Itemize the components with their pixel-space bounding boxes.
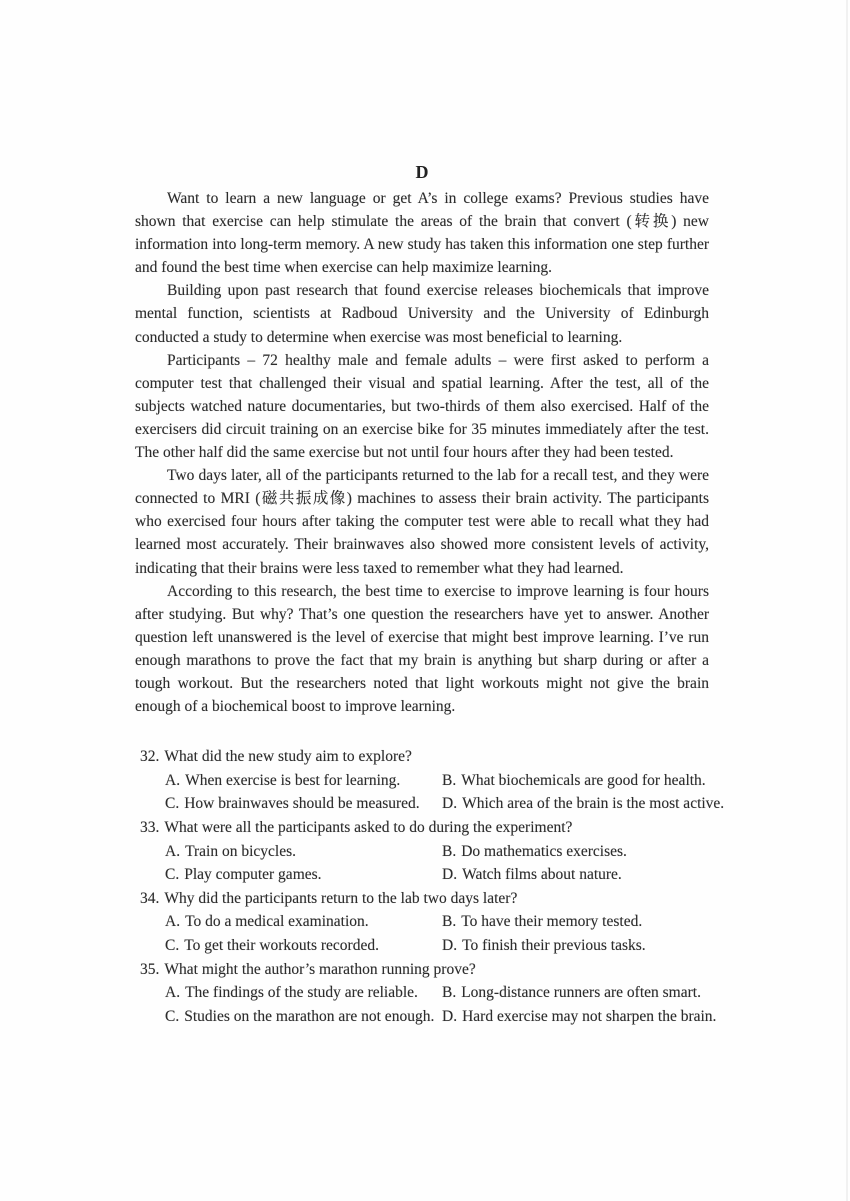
passage-paragraph: Want to learn a new language or get A’s in college exams? Previous studies have shown that exercise can help stimulate the areas of the brain that convert (转换) new information into long-term memory. A new study has taken this information one step further and found the best time when exercise can help maximize learning. (135, 190, 709, 277)
option-row (165, 1005, 717, 1029)
question-text: What might the author’s marathon running prove? (164, 960, 476, 978)
passage-paragraph: Participants – 72 healthy male and female adults – were first asked to perform a computer test that challenged their visual and spatial learning. After the test, all of the subjects watched nature documentaries, but two-thirds of them also exercised. Half of the exercisers did circuit training on an exercise bike for 35 minutes immediately after the test. The other half did the same exercise but not until four hours after they had been tested. (135, 351, 709, 462)
question-35 (140, 958, 717, 1029)
option-text: To have their memory tested. (461, 913, 643, 931)
option-c (165, 934, 442, 958)
option-label: A. (165, 771, 181, 789)
option-text: Long-distance runners are often smart. (461, 984, 701, 1002)
option-label: C. (165, 1007, 180, 1025)
option-label: B. (442, 842, 457, 860)
option-text: To get their workouts recorded. (184, 936, 379, 954)
option-text: Studies on the marathon are not enough. (184, 1007, 435, 1025)
question-stem (140, 958, 709, 982)
option-label: C. (165, 795, 180, 813)
questions-section (140, 745, 725, 1028)
option-text: Train on bicycles. (185, 842, 297, 860)
scan-edge-shadow (846, 0, 848, 1201)
option-text: The findings of the study are reliable. (185, 984, 418, 1002)
option-c (165, 792, 442, 816)
option-text: Hard exercise may not sharpen the brain. (462, 1007, 717, 1025)
section-heading: D (415, 162, 429, 182)
question-number: 35. (140, 960, 160, 978)
option-a (165, 910, 442, 934)
question-text: What did the new study aim to explore? (164, 748, 412, 766)
option-label: D. (442, 795, 458, 813)
option-b (442, 910, 709, 934)
passage-paragraph: Building upon past research that found exercise releases biochemicals that improve mental function, scientists at Radboud University and the University of Edinburgh conducted a study to determine when exercise was most beneficial to learning. (135, 282, 709, 346)
option-row (165, 981, 709, 1005)
option-d (442, 863, 709, 887)
option-label: C. (165, 936, 180, 954)
option-row (165, 792, 725, 816)
option-label: D. (442, 866, 458, 884)
option-text: What biochemicals are good for health. (461, 771, 706, 789)
option-label: A. (165, 842, 181, 860)
option-text: To do a medical examination. (185, 913, 369, 931)
option-row (165, 769, 709, 793)
question-text: Why did the participants return to the lab two days later? (164, 889, 518, 907)
option-row (165, 840, 709, 864)
option-c (165, 1005, 442, 1029)
option-b (442, 840, 709, 864)
option-d (442, 1005, 716, 1029)
option-text: When exercise is best for learning. (185, 771, 401, 789)
option-label: B. (442, 771, 457, 789)
question-number: 33. (140, 818, 160, 836)
option-row (165, 863, 709, 887)
option-row (165, 934, 709, 958)
option-text: To finish their previous tasks. (462, 936, 646, 954)
option-text: How brainwaves should be measured. (184, 795, 420, 813)
passage-paragraph: Two days later, all of the participants returned to the lab for a recall test, and they were connected to MRI (磁共振成像) machines to assess their brain activity. The participants who exercised four hours after taking the computer test were able to recall what they had learned most accurately. Their brainwaves also showed more consistent levels of activity, indicating that their brains were less taxed to remember what they had learned. (135, 467, 709, 577)
option-a (165, 840, 442, 864)
option-label: D. (442, 1007, 458, 1025)
option-text: Play computer games. (184, 866, 322, 884)
option-d (442, 934, 709, 958)
option-label: A. (165, 984, 181, 1002)
question-stem (140, 745, 709, 769)
option-label: A. (165, 913, 181, 931)
option-text: Which area of the brain is the most active. (462, 795, 725, 813)
page-content (135, 160, 725, 1028)
question-stem (140, 816, 709, 840)
question-34 (140, 887, 709, 958)
question-33 (140, 816, 709, 887)
option-text: Watch films about nature. (462, 866, 622, 884)
reading-passage (135, 187, 709, 718)
option-a (165, 981, 442, 1005)
option-label: B. (442, 984, 457, 1002)
option-a (165, 769, 442, 793)
option-b (442, 769, 709, 793)
option-d (442, 792, 724, 816)
option-label: B. (442, 913, 457, 931)
option-row (165, 910, 709, 934)
question-number: 34. (140, 889, 160, 907)
question-32 (140, 745, 725, 816)
option-c (165, 863, 442, 887)
question-stem (140, 887, 709, 911)
question-text: What were all the participants asked to do during the experiment? (164, 818, 573, 836)
option-b (442, 981, 709, 1005)
option-label: D. (442, 936, 458, 954)
passage-paragraph: According to this research, the best time to exercise to improve learning is four hours after studying. But why? That’s one question the researchers have yet to answer. Another question left unanswered is the level of exercise that might best improve learning. I’ve run enough marathons to prove the fact that my brain is anything but sharp during or after a tough workout. But the researchers noted that light workouts might not give the brain enough of a biochemical boost to improve learning. (135, 582, 709, 716)
option-label: C. (165, 866, 180, 884)
question-number: 32. (140, 748, 160, 766)
option-text: Do mathematics exercises. (461, 842, 627, 860)
